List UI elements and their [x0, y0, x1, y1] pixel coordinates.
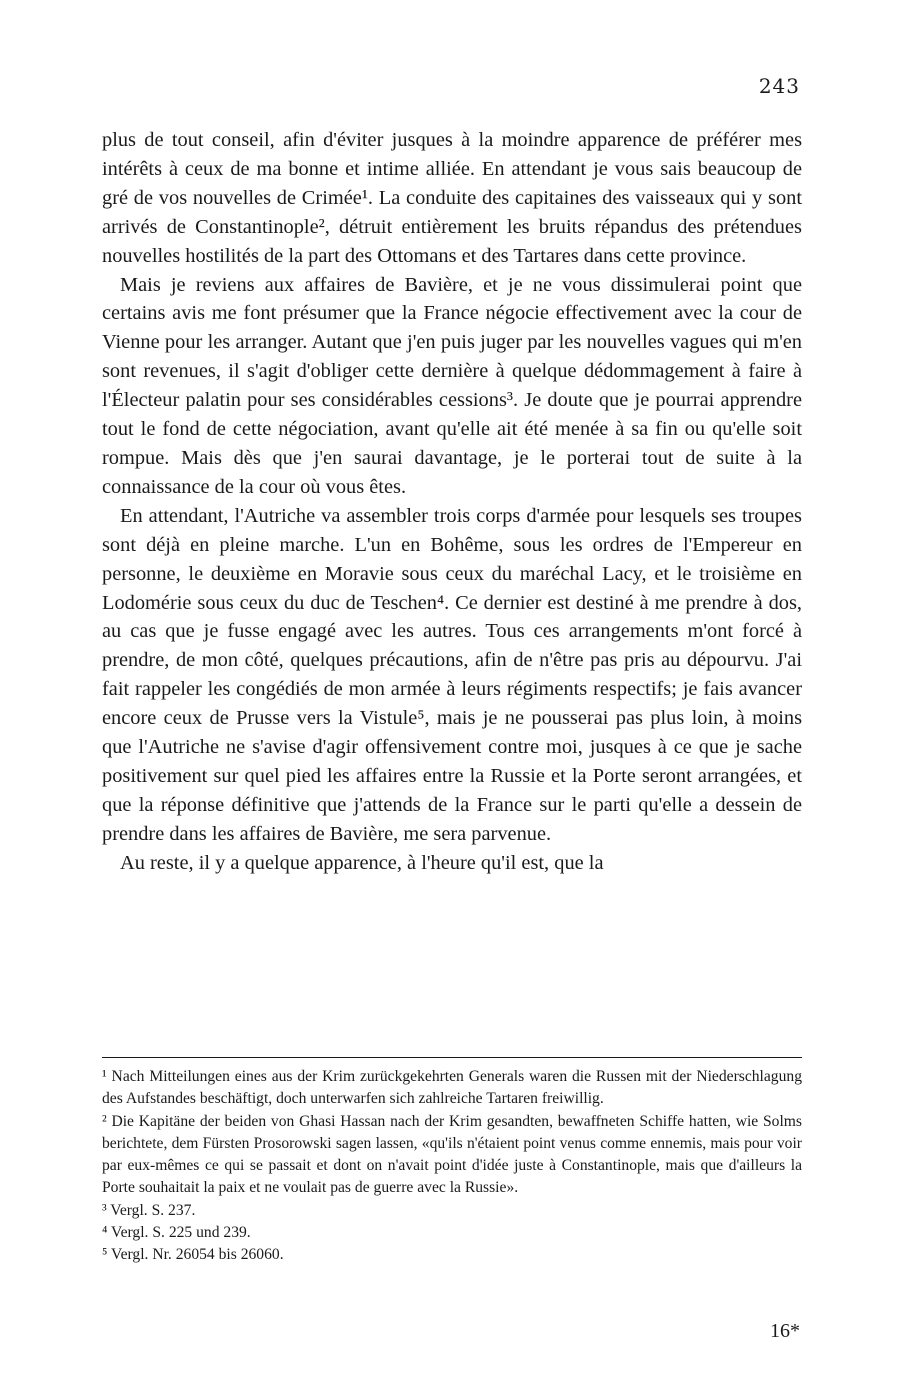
footnote: ¹ Nach Mitteilungen eines aus der Krim zurückgekehrten Generals waren die Russen mit der Niederschlagung des Aufstandes beschäftigt, doch unterwarfen sich zahlreiche Tartaren freiwillig. [102, 1068, 802, 1108]
paragraph: Au reste, il y a quelque apparence, à l'heure qu'il est, que la [120, 851, 604, 874]
footnote: ² Die Kapitäne der beiden von Ghasi Hassan nach der Krim gesandten, bewaffneten Schiffe hatten, wie Solms berichtete, dem Fürsten Prosorowski sagen lassen, «qu'ils n'étaient point venus comme ennemis, mais pour voir par eux-mêmes ce qui se passait et dont on n'avait point d'idée juste à Constantinople, mais que d'ailleurs la Porte souhaitait la paix et ne voulait pas de guerre avec la Russie». [102, 1112, 802, 1197]
page-number: 243 [758, 74, 800, 98]
paragraph: Mais je reviens aux affaires de Bavière, et je ne vous dissimulerai point que certains avis me font présumer que la France négocie effectivement avec la cour de Vienne pour les arranger. Autant que j'en puis juger par les nouvelles vagues qui m'en sont revenues, il s'agit d'obliger cette dernière à quelque dédommagement à faire à l'Électeur palatin pour ses considérables cessions³. Je doute que je pourrai apprendre tout le fond de cette négociation, avant qu'elle ait été menée à sa fin ou qu'elle soit rompue. Mais dès que j'en saurai davantage, je le porterai tout de suite à la connaissance de la cour où vous êtes. [102, 273, 802, 498]
main-text [102, 126, 802, 878]
signature-mark: 16* [770, 1320, 800, 1342]
footnote: ³ Vergl. S. 237. [102, 1201, 196, 1219]
footnote: ⁵ Vergl. Nr. 26054 bis 26060. [102, 1246, 284, 1264]
footnotes [102, 1066, 802, 1267]
paragraph: En attendant, l'Autriche va assembler trois corps d'armée pour lesquels ses troupes sont déjà en pleine marche. L'un en Bohême, sous les ordres de l'Empereur en personne, le deuxième en Moravie sous ceux du maréchal Lacy, et le troisième en Lodomérie sous ceux du duc de Teschen⁴. Ce dernier est destiné à me prendre à dos, au cas que je fusse engagé avec les autres. Tous ces arrangements m'ont forcé à prendre, de mon côté, quelques précautions, afin de n'être pas pris au dépourvu. J'ai fait rappeler les congédiés de mon armée à leurs régiments respectifs; je fais avancer encore ceux de Prusse vers la Vistule⁵, mais je ne pousserai pas plus loin, à moins que l'Autriche ne s'avise d'agir offensivement contre moi, jusques à ce que je sache positivement sur quel pied les affaires entre la Russie et la Porte seront arrangées, et que la réponse définitive que j'attends de la France sur le parti qu'elle a dessein de prendre dans les affaires de Bavière, me sera parvenue. [102, 504, 802, 845]
paragraph: plus de tout conseil, afin d'éviter jusques à la moindre apparence de préférer mes intérêts à ceux de ma bonne et intime alliée. En attendant je vous sais beaucoup de gré de vos nouvelles de Crimée¹. La conduite des capitaines des vaisseaux qui y sont arrivés de Constantinople², détruit entièrement les bruits répandus des prétendues nouvelles hostilités de la part des Ottomans et des Tartares dans cette province. [102, 129, 802, 267]
footnote: ⁴ Vergl. S. 225 und 239. [102, 1224, 251, 1242]
footnote-divider [102, 1057, 802, 1058]
